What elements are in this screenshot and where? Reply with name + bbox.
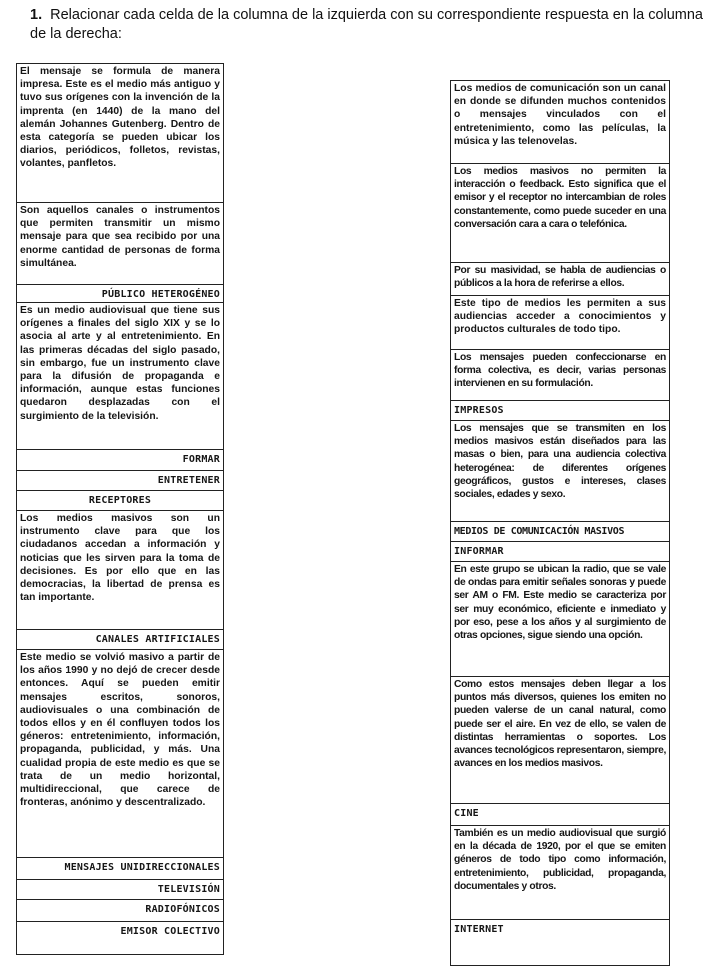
left-cell-canales-artificiales[interactable]: CANALES ARTIFICIALES [17,630,223,650]
left-cell-television[interactable]: TELEVISIÓN [17,880,223,900]
right-cell-entretener-def[interactable]: Los medios de comunicación son un canal en donde se difunden muchos contenidos o mensajes vinculados con el entretenimiento, como las películas, la música y las telenovelas. [451,81,669,164]
left-cell-informar-def[interactable]: Los medios masivos son un instrumento clave para que los ciudadanos accedan a información y noticias que les sirven para la toma de decisiones. Es por ello que en las democracias, la libertad de prensa es tan importante. [17,511,223,630]
right-cell-publico-heterogeneo-def[interactable]: Los mensajes que se transmiten en los medios masivos están diseñados para las masas o bien, para una audiencia colectiva heterogénea: de diferentes orígenes geográficos, gustos e intereses, clases sociales, edades y sexo. [451,421,669,522]
instruction-number: 1. [30,7,43,23]
right-cell-unidireccionales-def[interactable]: Los medios masivos no permiten la interacción o feedback. Esto significa que el emisor y el receptor no intercambian de roles constantemente, como puede suceder en una conversación cara a cara o telefónica. [451,164,669,263]
right-cell-television-def[interactable]: También es un medio audiovisual que surgió en la década de 1920, por el que se emiten géneros de todo tipo como información, entretenimiento, publicidad, propaganda, documentales y otros. [451,826,669,920]
right-column [450,80,670,966]
left-cell-internet-def[interactable]: Este medio se volvió masivo a partir de los años 1990 y no dejó de crecer desde entonces. Aquí se pueden emitir mensajes escritos, sonoros, audiovisuales o una combinación de todos ellos y en él confluyen todos los géneros: entretenimiento, información, propaganda, publicidad, y más. Una cualidad propia de este medio es que se trata de un medio horizontal, multidireccional, que carece de fronteras, anónimo y descentralizado. [17,650,223,858]
left-column [16,63,224,955]
left-cell-mensajes-unidireccionales[interactable]: MENSAJES UNIDIRECCIONALES [17,858,223,880]
left-cell-impresos-def[interactable]: El mensaje se formula de manera impresa. Este es el medio más antiguo y tuvo sus orígenes con la invención de la imprenta (en 1440) de la mano del alemán Johannes Gutenberg. Dentro de esta categoría se pueden ubicar los diarios, periódicos, folletos, revistas, volantes, panfletos. [17,64,223,203]
right-cell-impresos[interactable]: IMPRESOS [451,401,669,421]
right-cell-emisor-colectivo-def[interactable]: Los mensajes pueden confeccionarse en forma colectiva, es decir, varias personas intervienen en su formulación. [451,350,669,401]
left-cell-formar[interactable]: FORMAR [17,450,223,471]
left-cell-receptores[interactable]: RECEPTORES [17,491,223,511]
left-cell-emisor-colectivo[interactable]: EMISOR COLECTIVO [120,926,220,937]
instruction-heading [30,6,710,44]
right-cell-receptores-def[interactable]: Por su masividad, se habla de audiencias o públicos a la hora de referirse a ellos. [451,263,669,296]
right-cell-medios-masivos[interactable]: MEDIOS DE COMUNICACIÓN MASIVOS [451,522,669,542]
right-cell-formar-def[interactable]: Este tipo de medios les permiten a sus audiencias acceder a conocimientos y productos culturales de todo tipo. [451,296,669,350]
right-cell-internet[interactable]: INTERNET [454,924,504,935]
right-cell-informar[interactable]: INFORMAR [451,542,669,562]
left-cell-cine-def[interactable]: Es un medio audiovisual que tiene sus orígenes a finales del siglo XIX y se lo asocia al arte y al entretenimiento. En las primeras décadas del siglo pasado, sin embargo, fue un instrumento clave para la difusión de propaganda e información, aunque estas funciones quedaron desplazadas con el surgimiento de la televisión. [17,303,223,450]
left-cell-radiofonicos[interactable]: RADIOFÓNICOS [17,900,223,922]
left-cell-entretener[interactable]: ENTRETENER [17,471,223,491]
left-cell-publico-heterogeneo[interactable]: PÚBLICO HETEROGÉNEO [17,285,223,303]
right-cell-radiofonicos-def[interactable]: En este grupo se ubican la radio, que se vale de ondas para emitir señales sonoras y puede ser AM o FM. Este medio se caracteriza por ser muy económico, eficiente e inmediato y por eso, pese a los años y al surgimiento de otras opciones, sigue siendo una opción. [451,562,669,677]
right-cell-cine[interactable]: CINE [451,804,669,826]
instruction-text: Relacionar cada celda de la columna de la izquierda con su correspondiente respuesta en la columna de la derecha: [30,7,703,42]
right-cell-canales-artificiales-def[interactable]: Como estos mensajes deben llegar a los puntos más diversos, quienes los emiten no pueden valerse de un canal natural, como puede ser el aire. En vez de ello, se valen de distintas herramientas o soportes. Los avances tecnológicos representaron, siempre, avances en los medios masivos. [451,677,669,804]
left-cell-medios-masivos-def[interactable]: Son aquellos canales o instrumentos que permiten transmitir un mismo mensaje para que sea recibido por una enorme cantidad de personas de forma simultánea. [17,203,223,285]
